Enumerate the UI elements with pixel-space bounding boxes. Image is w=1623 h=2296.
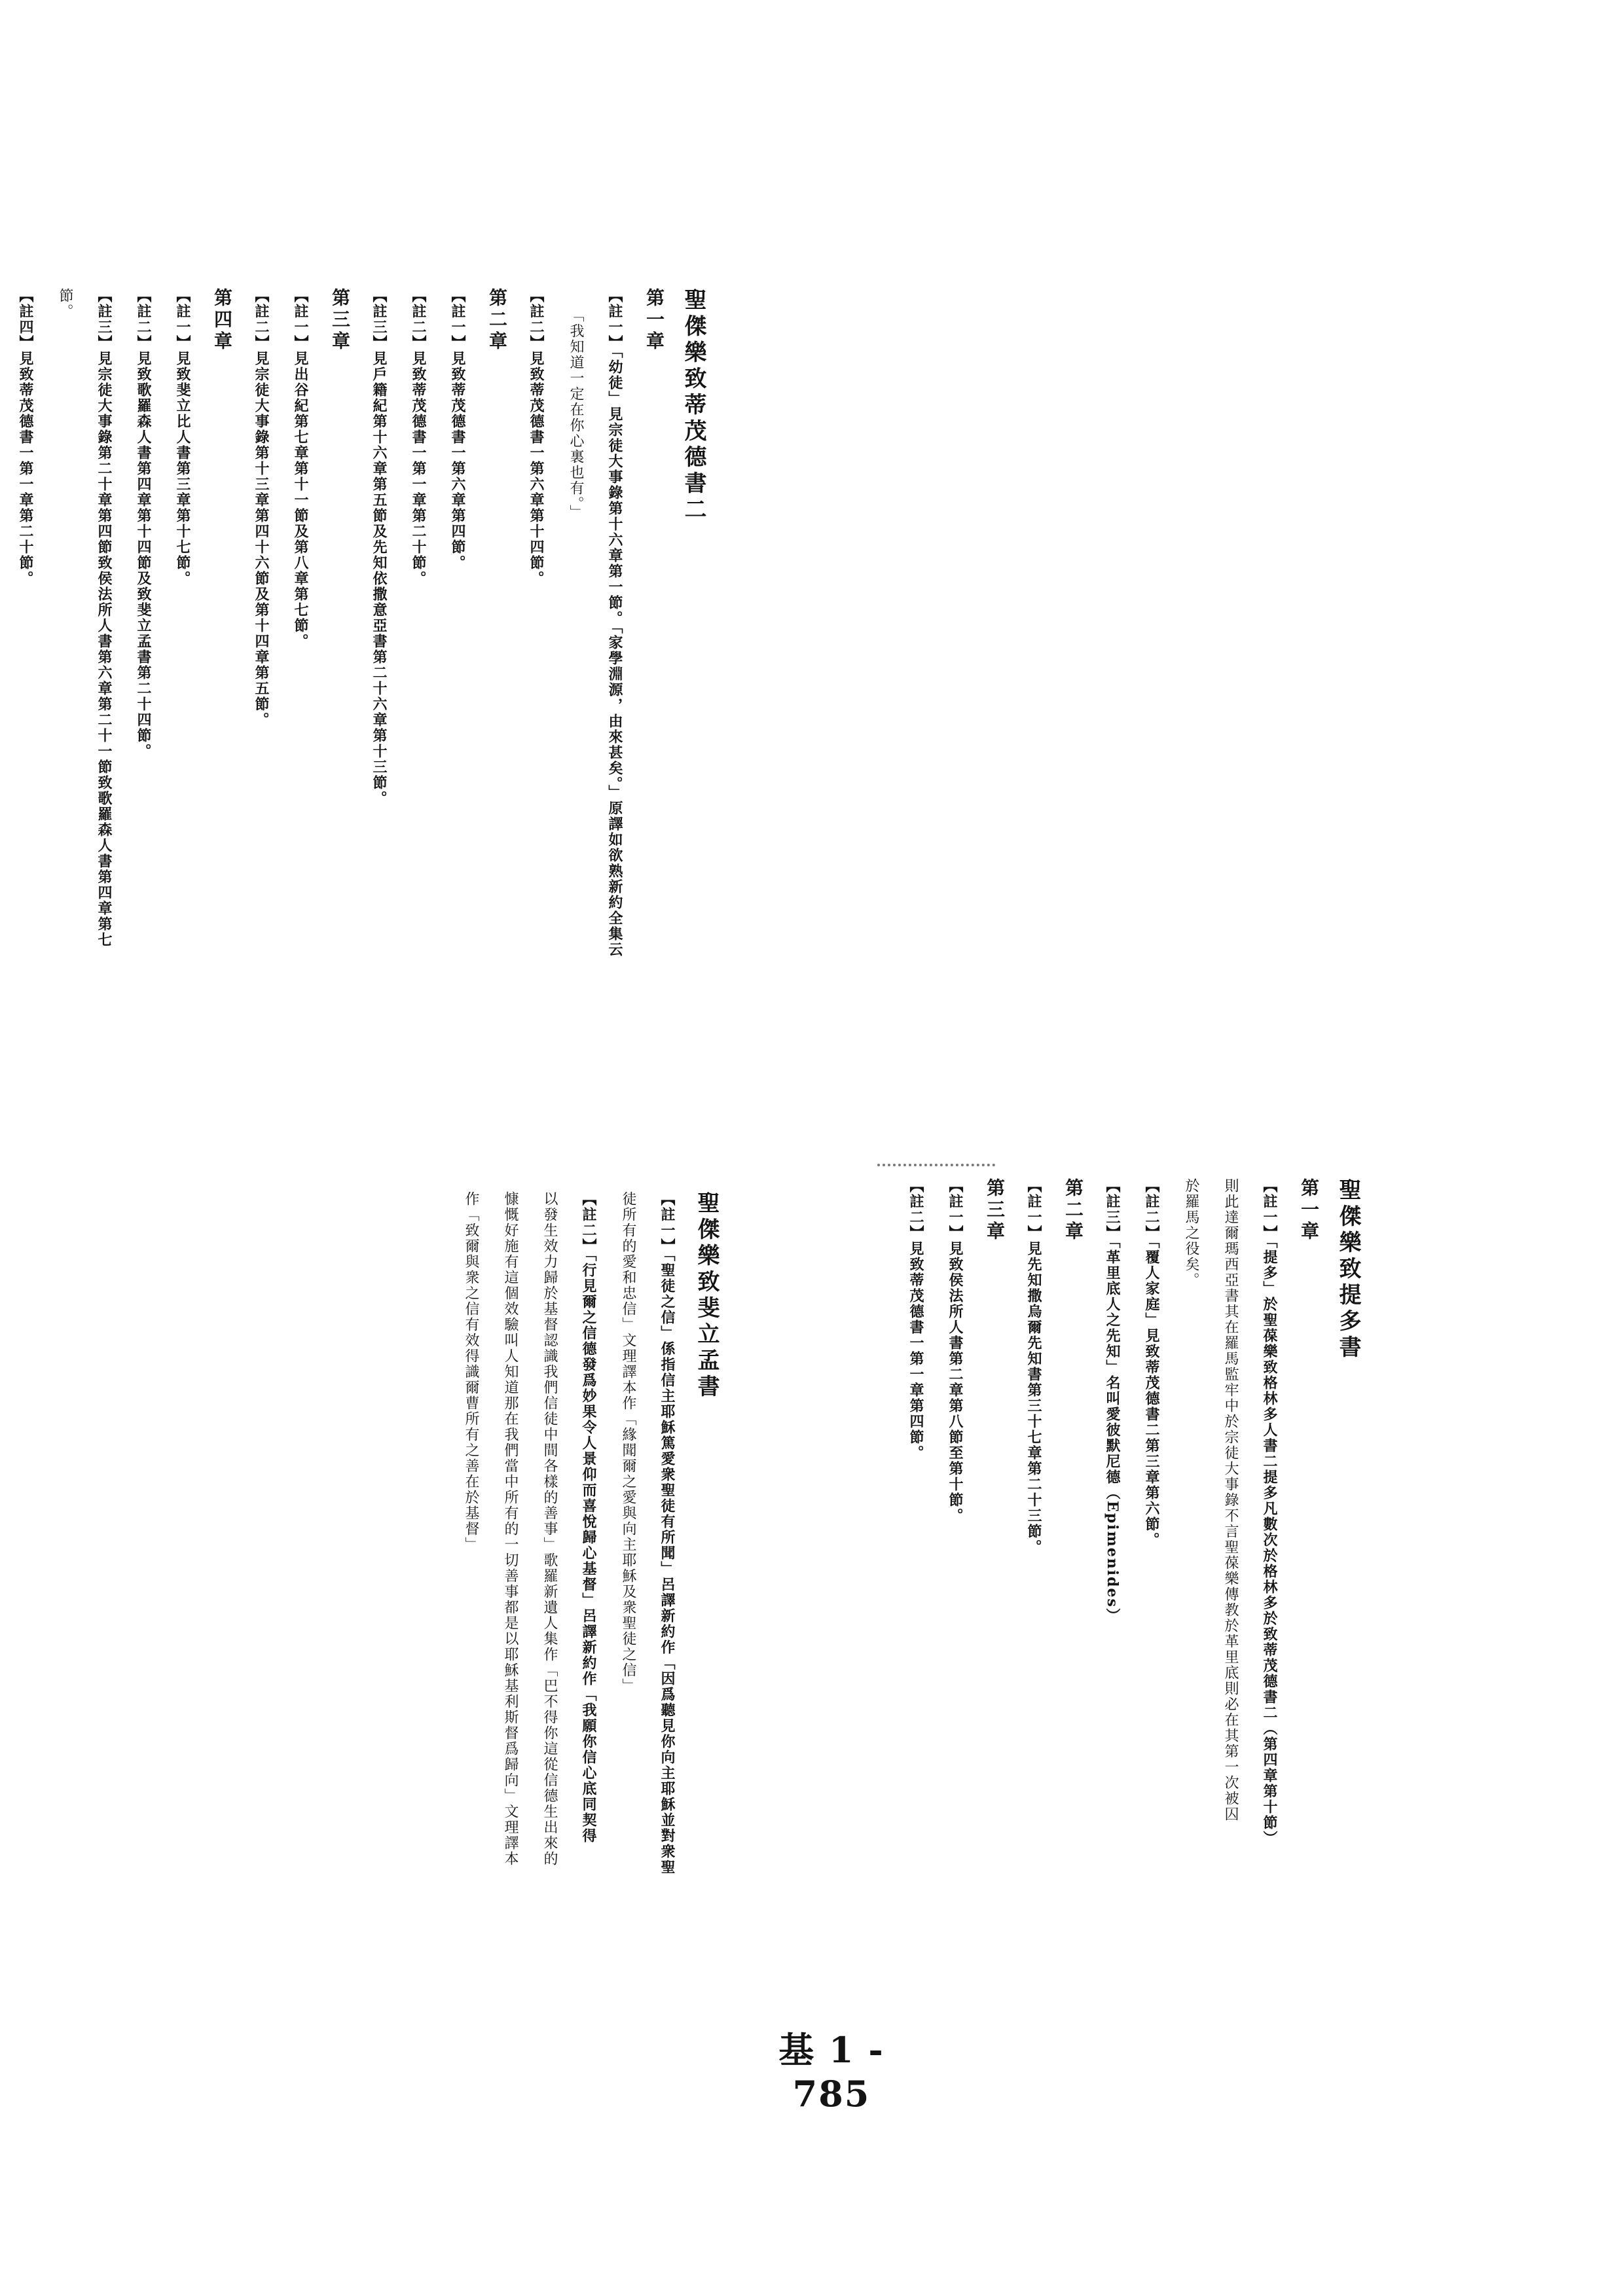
note-line: 【註一】見致侯法所人書第二章第八節至第十節。: [947, 1178, 964, 1524]
page-number: 基 1 - 785: [778, 2029, 884, 2115]
note-line: 【註一】見致斐立比人書第三章第十七節。: [174, 288, 191, 586]
note-line: 慷慨好施有這個效驗叫人知道那在我們當中所有的一切善事都是以耶穌基利斯督爲歸向」文理譯本: [502, 1191, 519, 1867]
note-line: 【註一】見出谷紀第七章第十一節及第八章第七節。: [292, 288, 309, 649]
note-line: 【註三】見戶籍紀第十六章第五節及先知依撒意亞書第二十六章第十三節。: [371, 288, 388, 806]
note-line: 【註二】見致蒂茂德書一第一章第四節。: [907, 1178, 924, 1461]
right-text-block: [896, 1178, 1368, 1977]
top-block-lines: [0, 288, 713, 1185]
chapter-heading: 第三章: [329, 288, 351, 353]
section-title: 聖傑樂致提多書: [1335, 1178, 1361, 1361]
note-line: 【註一】見先知撒烏爾先知書第三十七章第二十三節。: [1025, 1178, 1042, 1555]
note-line: 徒所有的愛和忠信」文理譯本作「緣聞爾之愛與向主耶穌及衆聖徒之信」: [620, 1191, 636, 1694]
note-line: 【註二】見致歌羅森人書第四章第十四節及致斐立孟書第二十四節。: [135, 288, 152, 759]
note-line: 以發生效力歸於基督認識我們信徒中間各樣的善事」歌羅新遺人集作「巴不得你這從信德生出來的: [541, 1191, 558, 1867]
note-line: 【註二】見致蒂茂德書一第一章第二十節。: [410, 288, 427, 586]
note-line: 【註一】見致蒂茂德書一第六章第四節。: [449, 288, 466, 571]
chapter-heading: 第一章: [644, 288, 665, 353]
chapter-heading: 第三章: [984, 1178, 1006, 1243]
top-text-block: [0, 288, 713, 1185]
note-line: 【註一】「聖徒之信」係指信主耶穌篤愛衆聖徒有所聞」呂譯新約作「因爲聽見你向主耶穌並對衆聖: [659, 1191, 676, 1875]
chapter-heading: 第二章: [1063, 1178, 1084, 1243]
chapter-heading: 第四章: [211, 288, 233, 353]
note-line: 【註二】見致蒂茂德書一第六章第十四節。: [528, 288, 545, 586]
right-block-lines: [896, 1178, 1368, 1977]
note-line: [0, 288, 6, 1185]
section-title: 聖傑樂致蒂茂德書二: [680, 288, 706, 524]
note-line: 【註一】「提多」於聖葆樂致格林多人書二提多凡數次於格林多於致蒂茂德書二（第四章第十節）: [1261, 1178, 1278, 1846]
note-line: 「我知道一定在你心裏也有。」: [568, 308, 584, 520]
note-line: 【註三】「革里底人之先知」名叫愛彼默尼德（Epimenides）: [1104, 1178, 1121, 1624]
section-title: 聖傑樂致斐立孟書: [693, 1191, 720, 1401]
note-line: 【註一】「幼徒」見宗徒大事錄第十六章第一節。「家學淵源，由來甚矣。」原譯如欲熟新約全集云: [606, 288, 623, 958]
left-text-block: [451, 1191, 726, 2003]
note-line: 節。: [57, 288, 73, 319]
note-line: 【註三】見宗徒大事錄第二十章第四節致侯法所人書第六章第二十一節致歌羅森人書第四章第七: [96, 288, 113, 948]
note-line: 【註四】見致蒂茂德書一第一章第二十節。: [17, 288, 34, 586]
note-line: 則此達爾瑪西亞書其在羅馬監牢中於宗徒大事錄不言聖葆樂傳教於革里底則必在其第一次被囚: [1222, 1178, 1239, 1822]
left-block-lines: [451, 1191, 726, 2003]
chapter-heading: 第二章: [486, 288, 508, 353]
note-line: 於羅馬之役矣。: [1183, 1178, 1199, 1288]
note-line: 【註二】「行見爾之信德發爲妙果令人景仰而喜悅歸心基督」呂譯新約作「我願你信心底同契得: [580, 1191, 597, 1844]
dotted-separator: [877, 1164, 995, 1169]
note-line: 【註二】見宗徒大事錄第十三章第四十六節及第十四章第五節。: [253, 288, 270, 728]
note-line: 【註二】「覆人家庭」見致蒂茂德書二第三章第六節。: [1143, 1178, 1160, 1548]
chapter-heading: 第一章: [1298, 1178, 1320, 1243]
note-line: 作「致爾與衆之信有效得識爾曹所有之善在於基督」: [463, 1191, 479, 1552]
